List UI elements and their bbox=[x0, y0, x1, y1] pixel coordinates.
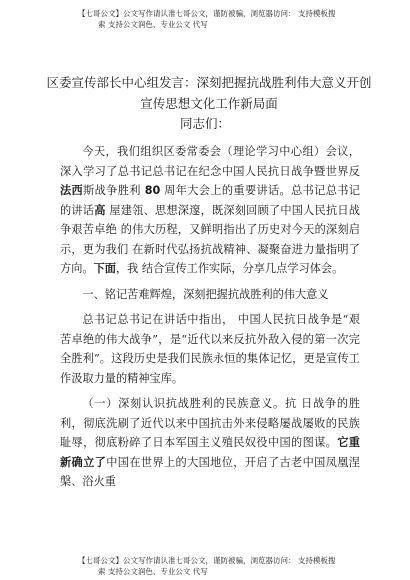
text-run: 中国在世界上的大国地位，开启了古老中国凤凰涅槃、浴火重 bbox=[60, 455, 360, 488]
notice-line: 索 支持公文润色、专业公文 代写 bbox=[98, 567, 208, 576]
text-run: 下面 bbox=[93, 262, 116, 275]
paragraph: 总书记总书记在讲话中指出， 中国人民抗日战争是“艰苦卓绝的伟大战争”，是“近代以来反抗外敌入侵的第一次完全胜利”。这段历史是我们民族永恒的集体记忆，更是宣传工作汲取力量的精神宝库。 bbox=[60, 313, 360, 385]
text-run: ，我 结合宣传工作实际，分享几点学习体会。 bbox=[115, 262, 344, 275]
text-run: 周年大会上的重要讲话。总书记总书记的讲话 bbox=[60, 184, 360, 217]
watermark-notice-bottom bbox=[78, 555, 378, 577]
text-run: 今天，我们组织区委常委会（理论学习中心组）会议，深入学习了总书记总书记在纪念中国人民抗日战争暨世界反 bbox=[60, 145, 360, 178]
text-run: 它重新确立了 bbox=[60, 436, 360, 469]
notice-line: 【七哥公文】公文写作请认准七哥公文，谨防被骗，浏览器访问： 支持模板搜 bbox=[78, 9, 336, 18]
paragraph bbox=[60, 394, 360, 492]
text-run: 斯战争胜利 bbox=[83, 184, 145, 197]
watermark-notice-top bbox=[78, 8, 378, 30]
notice-line: 【七哥公文】公文写作请认准七哥公文，谨防被骗，浏览器访问： 支持模板搜 bbox=[78, 556, 336, 565]
notice-line: 索 支持公文润色、专业公文 代写 bbox=[98, 20, 208, 29]
greeting: 同志们： bbox=[179, 116, 230, 131]
section-heading: 一、铭记苦难辉煌，深刻把握抗战胜利的伟大意义 bbox=[82, 287, 329, 301]
text-run: 80 bbox=[144, 184, 161, 197]
document-body bbox=[60, 142, 360, 492]
paragraph bbox=[60, 142, 360, 279]
text-run: 高 bbox=[94, 203, 106, 217]
text-run: 屋建瓴、思想深邃，既深刻回顾了中国人民抗日战争艰苦卓绝 的伟大历程，又鲜明指出了历史对今天的深刻启示，更为我们 在新时代弘扬抗战精神、凝聚奋进力量指明了方向。 bbox=[60, 203, 360, 275]
text-run: 法西 bbox=[60, 184, 84, 197]
text-run: （一）深刻认识抗战胜利的民族意义。抗 日战争的胜利，彻底洗刷了近代以来中国抗击外来侵略屡战屡败的民族耻辱，彻底粉碎了日本军国主义殖民奴役中国的图谋。 bbox=[60, 397, 360, 449]
document-title: 区委宣传部长中心组发言：深刻把握抗战胜利伟大意义开创宣传思想文化工作新局面 bbox=[46, 75, 372, 111]
